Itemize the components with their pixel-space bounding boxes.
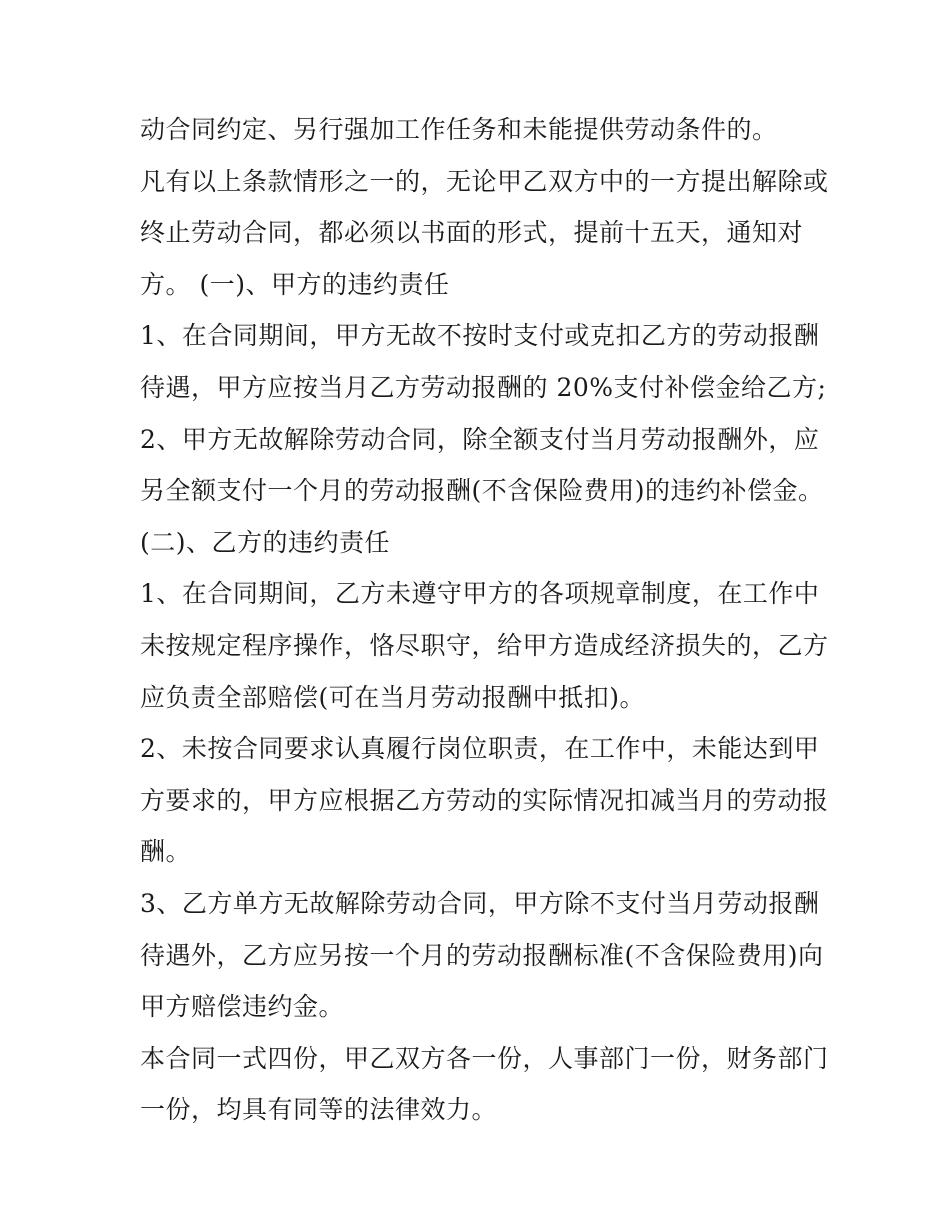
text-line: 方要求的，甲方应根据乙方劳动的实际情况扣减当月的劳动报: [140, 785, 829, 815]
text-line: 1、在合同期间，乙方未遵守甲方的各项规章制度，在工作中: [140, 579, 820, 609]
text-line: 本合同一式四份，甲乙双方各一份，人事部门一份，财务部门: [140, 1043, 829, 1073]
text-line: 酬。: [140, 837, 192, 867]
text-line: 待遇，甲方应按当月乙方劳动报酬的 20%支付补偿金给乙方;: [140, 372, 827, 402]
text-line: 方。 (一)、甲方的违约责任: [140, 269, 450, 299]
text-line: 另全额支付一个月的劳动报酬(不含保险费用)的违约补偿金。: [140, 476, 824, 506]
text-line: 凡有以上条款情形之一的，无论甲乙双方中的一方提出解除或: [140, 166, 829, 196]
text-line: 待遇外，乙方应另按一个月的劳动报酬标准(不含保险费用)向: [140, 940, 824, 970]
text-line: 2、甲方无故解除劳动合同，除全额支付当月劳动报酬外，应: [140, 424, 820, 454]
contract-body: [140, 104, 829, 1136]
text-line: 3、乙方单方无故解除劳动合同，甲方除不支付当月劳动报酬: [140, 888, 820, 918]
text-line: 一份，均具有同等的法律效力。: [140, 1095, 498, 1125]
text-line: 未按规定程序操作，恪尽职守，给甲方造成经济损失的，乙方: [140, 630, 829, 660]
text-line: 1、在合同期间，甲方无故不按时支付或克扣乙方的劳动报酬: [140, 321, 820, 351]
text-line: 应负责全部赔偿(可在当月劳动报酬中抵扣)。: [140, 682, 646, 712]
text-line: 动合同约定、另行强加工作任务和未能提供劳动条件的。: [140, 115, 778, 144]
text-line: 2、未按合同要求认真履行岗位职责，在工作中，未能达到甲: [140, 734, 820, 764]
text-line: 甲方赔偿违约金。: [140, 992, 345, 1022]
text-line: (二)、乙方的违约责任: [140, 527, 391, 557]
text-line: 终止劳动合同，都必须以书面的形式，提前十五天，通知对: [140, 218, 804, 248]
